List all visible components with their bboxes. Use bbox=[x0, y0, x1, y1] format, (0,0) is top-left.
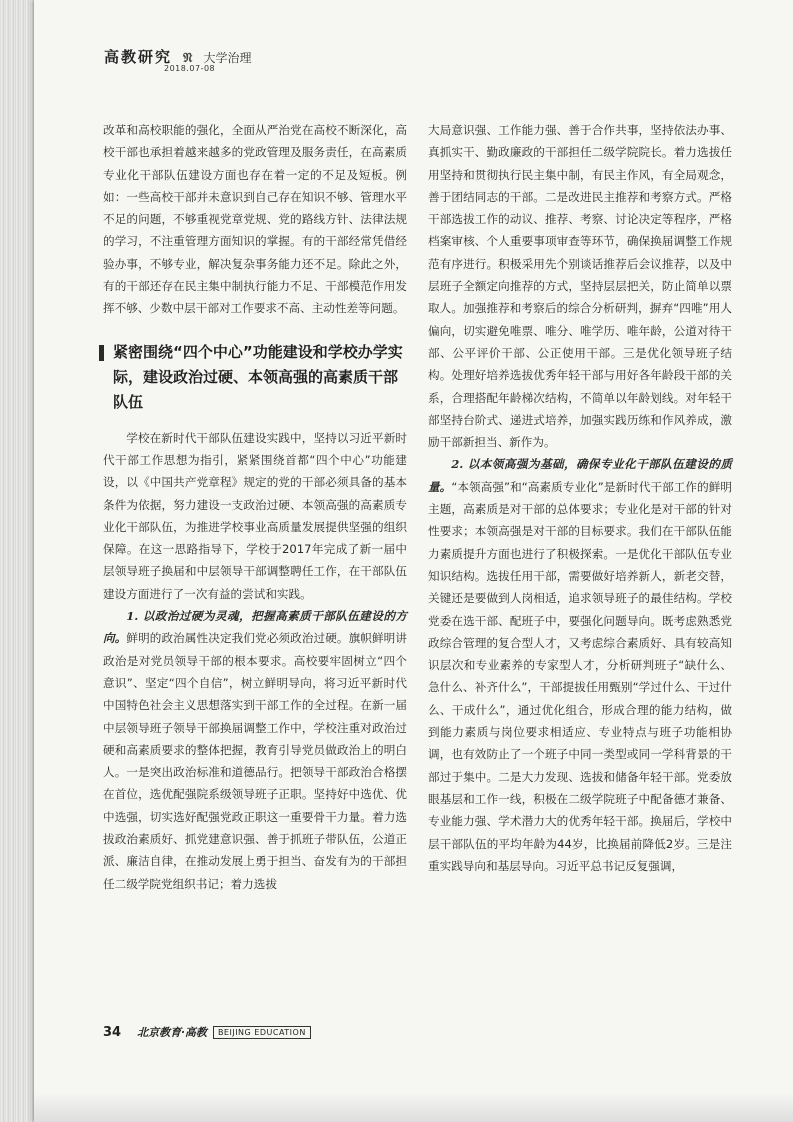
paragraph-text: “本领高强”和“高素质专业化”是新时代干部工作的鲜明主题，高素质是对干部的总体要求；专业化是对干部的针对性要求；本领高强是对干部的目标要求。我们在干部队伍能力素质提升方面也进行了积极探索。一是优化干部队伍专业知识结构。选拔任用干部，需要做好培养新人，新老交替，关键还是要做到人岗相适，追求领导班子的最佳结构。学校党委在选干部、配班子中，要强化问题导向。既考虑熟悉党政综合管理的复合型人才，又考虑综合素质好、具有较高知识层次和专业素养的专家型人才，分析研判班子“缺什么、急什么、补齐什么”，干部提拔任用甄别“学过什么、干过什么、干成什么”，通过优化组合，形成合理的能力结构，做到能力素质与岗位要求相适应、专业特点与班子功能相协调，也有效防止了一个班子中同一类型或同一学科背景的干部过于集中。二是大力发现、选拔和储备年轻干部。党委放眼基层和工作一线，积极在二级学院班子中配备德才兼备、专业能力强、学术潜力大的优秀年轻干部。换届后，学校中层干部队伍的平均年龄为44岁，比换届前降低2岁。三是注重实践导向和基层导向。习近平总书记反复强调， bbox=[428, 479, 732, 873]
section-heading bbox=[103, 340, 407, 415]
paragraph: 大局意识强、工作能力强、善于合作共事，坚持依法办事、真抓实干、勤政廉政的干部担任二级学院院长。着力选拔任用坚持和贯彻执行民主集中制，有民主作风，有全局观念，善于团结同志的干部。二是改进民主推荐和考察方式。严格干部选拔工作的动议、推荐、考察、讨论决定等程序，严格档案审核、个人重要事项审查等环节，确保换届调整工作规范有序进行。积极采用先个别谈话推荐后会议推荐，以及中层班子全额定向推荐的方式，坚持层层把关，防止简单以票取人。加强推荐和考察后的综合分析研判，摒弃“四唯”用人偏向，切实避免唯票、唯分、唯学历、唯年龄，公道对待干部、公平评价干部、公正使用干部。三是优化领导班子结构。处理好培养选拔优秀年轻干部与用好各年龄段干部的关系，合理搭配年龄梯次结构，不简单以年龄划线。对年轻干部坚持台阶式、递进式培养，加强实践历练和作风养成，激励干部新担当、新作为。 bbox=[428, 123, 732, 450]
journal-title: 高教研究 bbox=[104, 48, 173, 66]
journal-logo-icon: 𝔑 bbox=[183, 51, 193, 66]
paragraph bbox=[428, 453, 732, 877]
page-number: 34 bbox=[103, 1024, 122, 1040]
subheading: 1. 以政治过硬为灵魂，把握高素质干部队伍建设的方向。 bbox=[103, 609, 407, 646]
scan-bottom-shadow bbox=[34, 1092, 793, 1122]
publication-english-name: BEIJING EDUCATION bbox=[213, 1026, 311, 1039]
page-footer bbox=[103, 1024, 311, 1040]
paragraph bbox=[103, 605, 407, 895]
right-column bbox=[428, 119, 732, 877]
publication-name: 北京教育·高教 bbox=[137, 1026, 207, 1039]
left-column bbox=[103, 119, 407, 895]
heading-marker-icon bbox=[99, 345, 104, 361]
paragraph-text: 鲜明的政治属性决定我们党必须政治过硬。旗帜鲜明讲政治是对党员领导干部的根本要求。高校要牢固树立“四个意识”、坚定“四个自信”，树立鲜明导向，将习近平新时代中国特色社会主义思想落实到干部工作的全过程。在新一届中层领导班子领导干部换届调整工作中，学校注重对政治过硬和高素质要求的整体把握，教育引导党员做政治上的明白人。一是突出政治标准和道德品行。把领导干部政治合格摆在首位，选优配强院系级领导班子正职。坚持好中选优、优中选强，切实选好配强党政正职这一重要骨干力量。着力选拔政治素质好、抓党建意识强、善于抓班子带队伍，公道正派、廉洁自律，在推动发展上勇于担当、奋发有为的干部担任二级学院党组织书记；着力选拔 bbox=[103, 631, 407, 891]
paragraph: 学校在新时代干部队伍建设实践中，坚持以习近平新时代干部工作思想为指引，紧紧围绕首都“四个中心”功能建设，以《中国共产党章程》规定的党的干部必须具备的基本条件为依据，努力建设一支政治过硬、本领高强的高素质专业化干部队伍，为推进学校事业高质量发展提供坚强的组织保障。在这一思路指导下，学校于2017年完成了新一届中层领导班子换届和中层领导干部调整聘任工作，在干部队伍建设方面进行了一次有益的尝试和实践。 bbox=[103, 430, 407, 601]
paragraph: 改革和高校职能的强化，全面从严治党在高校不断深化，高校干部也承担着越来越多的党政管理及服务责任，在高素质专业化干部队伍建设方面也存在着一定的不足及短板。例如：一些高校干部并未意识到自己存在知识不够、管理水平不足的问题，不够重视党章党规、党的路线方针、法律法规的学习，不注重管理方面知识的掌握。有的干部经常凭借经验办事，不够专业，解决复杂事务能力还不足。除此之外，有的干部还存在民主集中制执行能力不足、干部模范作用发挥不够、少数中层干部对工作要求不高、主动性差等问题。 bbox=[103, 123, 407, 316]
issue-date: 2018.07-08 bbox=[164, 64, 216, 73]
section-heading-text: 紧密围绕“四个中心”功能建设和学校办学实际，建设政治过硬、本领高强的高素质干部队伍 bbox=[113, 342, 403, 411]
section-title: 大学治理 bbox=[203, 51, 252, 65]
subheading: 2. 以本领高强为基础，确保专业化干部队伍建设的质量。 bbox=[428, 457, 732, 494]
